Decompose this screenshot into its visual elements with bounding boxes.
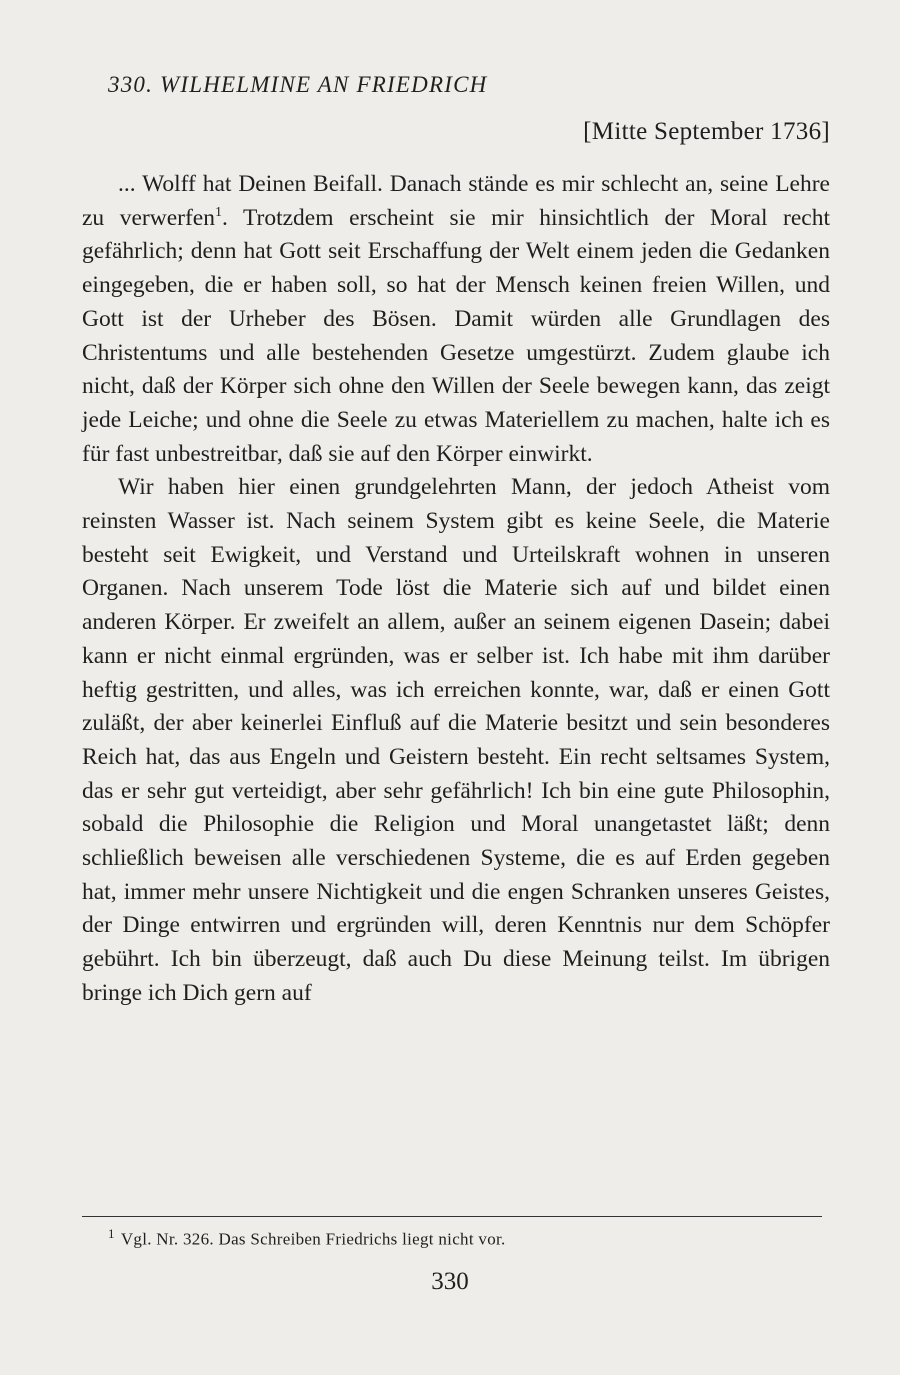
letter-body: [82, 168, 830, 1011]
footnote-number: 1: [108, 1226, 115, 1241]
letter-heading: 330. WILHELMINE AN FRIEDRICH: [108, 72, 488, 97]
footnote-text: Vgl. Nr. 326. Das Schreiben Friedrichs liegt nicht vor.: [120, 1229, 506, 1249]
footnote-reference: 1: [214, 204, 222, 220]
footnote-divider: [82, 1216, 822, 1217]
paragraph-1-start: ... Wolff hat Deinen Beifall. Danach stände es mir schlecht an, seine Lehre zu verwerfen: [82, 171, 830, 231]
paragraph-1-rest: . Trotzdem erscheint sie mir hinsichtlich der Moral recht gefährlich; denn hat Gott seit Erschaffung der Welt einem jeden die Gedanken eingegeben, die er haben soll, so hat der Mensch keinen freien Willen, und Gott ist der Urheber des Bösen. Damit würden alle Grundlagen des Christentums und alle bestehenden Gesetze umgestürzt. Zudem glaube ich nicht, daß der Körper sich ohne den Willen der Seele bewegen kann, das zeigt jede Leiche; und ohne die Seele zu etwas Materiellem zu machen, halte ich es für fast unbestreitbar, daß sie auf den Körper einwirkt.: [82, 204, 831, 467]
footnote: [108, 1226, 506, 1250]
letter-date: [Mitte September 1736]: [583, 118, 830, 145]
paragraph-2: Wir haben hier einen grundgelehrten Mann, der jedoch Atheist vom reinsten Wasser ist. Nach seinem System gibt es keine Seele, die Materie besteht seit Ewigkeit, und Verstand und Urteilskraft wohnen in unseren Organen. Nach unserem Tode löst die Materie sich auf und bildet einen anderen Körper. Er zweifelt an allem, außer an seinem eigenen Dasein; dabei kann er nicht einmal ergründen, was er selber ist. Ich habe mit ihm darüber heftig gestritten, und alles, was ich erreichen konnte, war, daß er einen Gott zuläßt, der aber keinerlei Einfluß auf die Materie besitzt und sein besonderes Reich hat, das aus Engeln und Geistern besteht. Ein recht seltsames System, das er sehr gut verteidigt, aber sehr gefährlich! Ich bin eine gute Philosophin, sobald die Philosophie die Religion und Moral unangetastet läßt; denn schließlich beweisen alle verschiedenen Systeme, die es auf Erden gegeben hat, immer mehr unsere Nichtigkeit und die engen Schranken unseres Geistes, der Dinge entwirren und ergründen will, deren Kenntnis nur dem Schöpfer gebührt. Ich bin überzeugt, daß auch Du diese Meinung teilst. Im übrigen bringe ich Dich gern auf: [82, 474, 830, 1006]
paragraph-1: [82, 168, 830, 471]
page-number: 330: [431, 1268, 469, 1295]
